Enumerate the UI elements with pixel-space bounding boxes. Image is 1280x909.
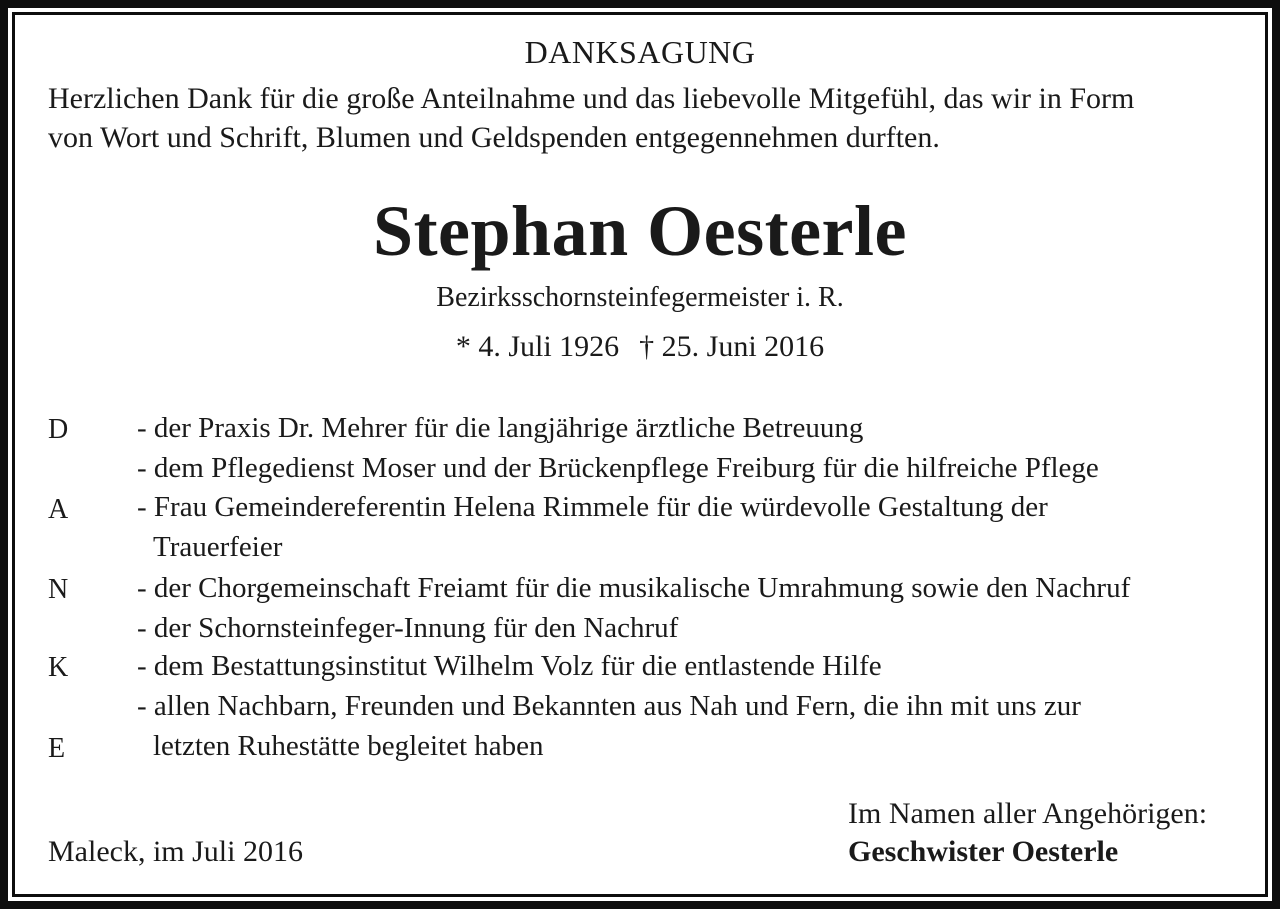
heading: DANKSAGUNG bbox=[524, 34, 756, 70]
thanks-line-continuation: Trauerfeier bbox=[153, 531, 283, 563]
acrostic-letter-a: A bbox=[48, 494, 69, 525]
thanks-line: - Frau Gemeindereferentin Helena Rimmele für die würdevolle Gestaltung der bbox=[137, 491, 1048, 523]
thanks-line: - der Praxis Dr. Mehrer für die langjährige ärztliche Betreuung bbox=[137, 412, 864, 444]
thanks-line: - der Schornsteinfeger-Innung für den Nachruf bbox=[137, 612, 679, 644]
on-behalf-text: Im Namen aller Angehörigen: bbox=[848, 797, 1208, 830]
acrostic-letter-k: K bbox=[48, 652, 69, 683]
thanks-line: - dem Pflegedienst Moser und der Brückenpflege Freiburg für die hilfreiche Pflege bbox=[137, 452, 1099, 484]
thanks-line-continuation: letzten Ruhestätte begleitet haben bbox=[153, 730, 544, 762]
death-date: † 25. Juni 2016 bbox=[639, 330, 825, 363]
thanks-line: - der Chorgemeinschaft Freiamt für die musikalische Umrahmung sowie den Nachruf bbox=[137, 572, 1131, 604]
acrostic-letter-n: N bbox=[48, 574, 69, 605]
signature: Geschwister Oesterle bbox=[848, 835, 1119, 868]
place-date: Maleck, im Juli 2016 bbox=[48, 835, 303, 868]
acrostic-letter-e: E bbox=[48, 733, 66, 764]
deceased-name: Stephan Oesterle bbox=[373, 191, 907, 271]
thanks-line: - allen Nachbarn, Freunden und Bekannten aus Nah und Fern, die ihn mit uns zur bbox=[137, 690, 1081, 722]
intro-line-1: Herzlichen Dank für die große Anteilnahme und das liebevolle Mitgefühl, das wir in Form bbox=[48, 82, 1135, 115]
intro-line-2: von Wort und Schrift, Blumen und Geldspenden entgegennehmen durften. bbox=[48, 121, 940, 154]
thanks-line: - dem Bestattungsinstitut Wilhelm Volz für die entlastende Hilfe bbox=[137, 650, 882, 682]
life-dates bbox=[0, 330, 1280, 364]
deceased-title: Bezirksschornsteinfegermeister i. R. bbox=[436, 282, 844, 313]
birth-date: * 4. Juli 1926 bbox=[455, 330, 620, 363]
acrostic-letter-d: D bbox=[48, 414, 69, 445]
